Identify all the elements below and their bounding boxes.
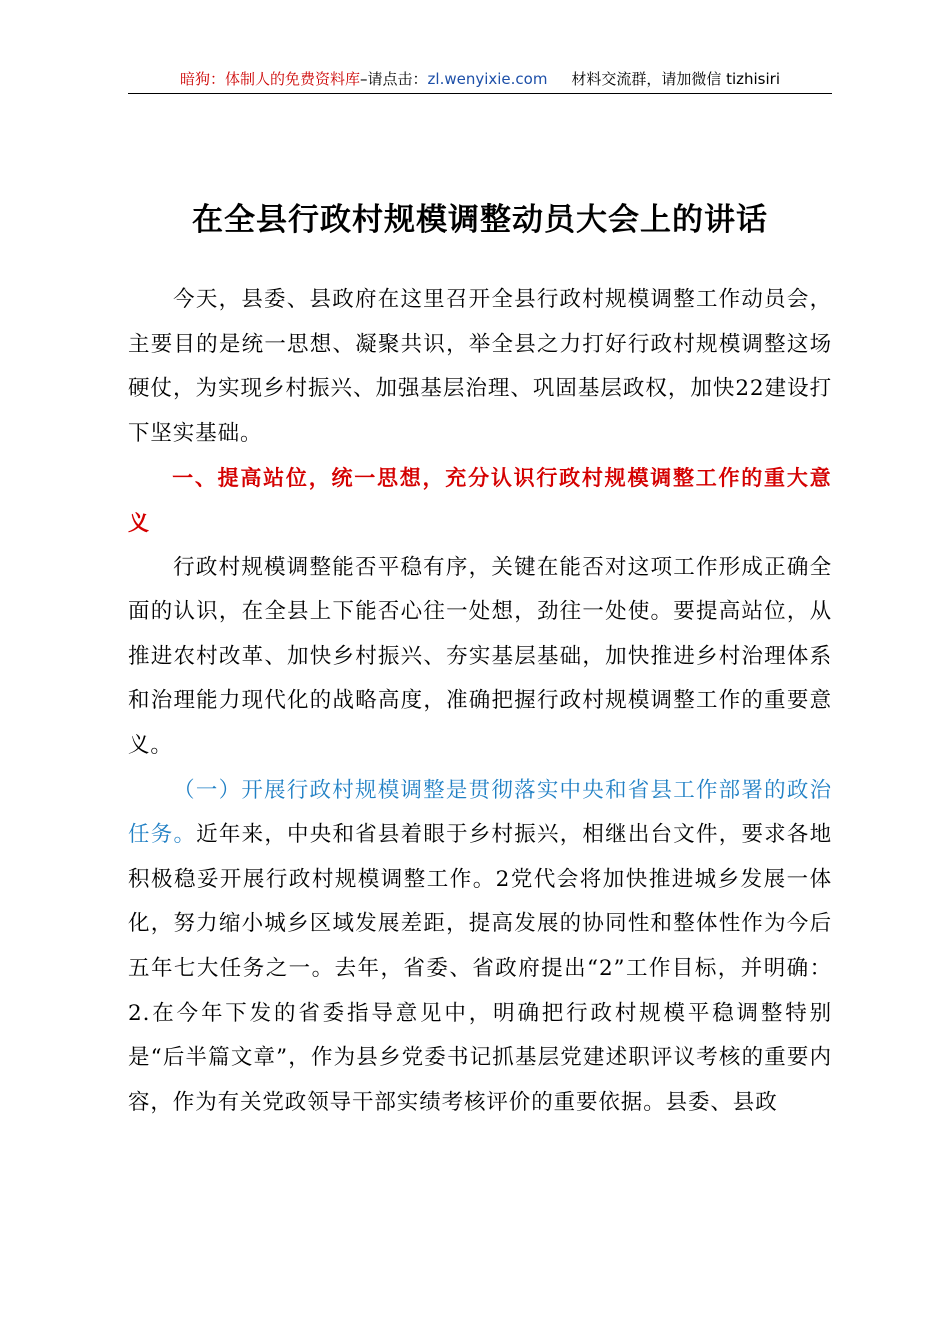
section-1-heading: 一、提高站位，统一思想，充分认识行政村规模调整工作的重大意义 (128, 466, 832, 535)
header-click-prompt: –请点击： (360, 70, 428, 88)
document-title: 在全县行政村规模调整动员大会上的讲话 (192, 202, 768, 238)
header-divider (128, 93, 832, 94)
header-spacer (547, 70, 571, 88)
header-group-note: 材料交流群，请加微信 tizhisiri (571, 70, 780, 88)
document-body (128, 278, 832, 1125)
header-site-name: 暗狗：体制人的免费资料库 (180, 70, 361, 88)
page-header (128, 66, 832, 92)
subsection-1-paragraph (128, 769, 832, 1126)
subsection-1-text: 近年来，中央和省县着眼于乡村振兴，相继出台文件，要求各地积极稳妥开展行政村规模调整工作。2党代会将加快推进城乡发展一体化，努力缩小城乡区域发展差距，提高发展的协同性和整体性作为今后五年七大任务之一。去年，省委、省政府提出“2”工作目标，并明确：2.在今年下发的省委指导意见中，明确把行政村规模平稳调整特别是“后半篇文章”，作为县乡党委书记抓基层党建述职评议考核的重要内容，作为有关党政领导干部实绩考核评价的重要依据。县委、县政 (128, 822, 833, 1115)
subsection-1-heading: （一）开展行政村规模调整是贯彻落实中央和省县工作部署的政治任务。 (128, 777, 832, 848)
header-url-link[interactable]: zl.wenyixie.com (427, 70, 548, 88)
section-1-paragraph: 行政村规模调整能否平稳有序，关键在能否对这项工作形成正确全面的认识，在全县上下能否心往一处想，劲往一处使。要提高站位，从推进农村改革、加快乡村振兴、夯实基层基础，加快推进乡村治理体系和治理能力现代化的战略高度，准确把握行政村规模调整工作的重要意义。 (128, 554, 832, 758)
intro-paragraph: 今天，县委、县政府在这里召开全县行政村规模调整工作动员会，主要目的是统一思想、凝聚共识，举全县之力打好行政村规模调整这场硬仗，为实现乡村振兴、加强基层治理、巩固基层政权，加快22建设打下坚实基础。 (128, 287, 832, 446)
